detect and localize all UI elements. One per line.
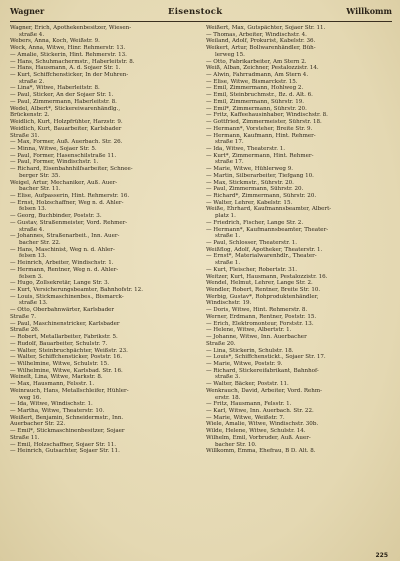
directory-entry: — Doris, Witwe, Hint. Rehmerstr. 8.	[206, 307, 308, 314]
directory-entry: Wedel, Albert*, Stickereiwarenhändlg.,	[10, 105, 121, 112]
right-column	[206, 25, 392, 455]
directory-entry: — Max, Former, Auß. Auerbach. Str. 26.	[10, 139, 123, 146]
directory-entry: — Walter, Schiffchensticker, Poststr. 16.	[10, 354, 122, 361]
directory-entry: Straße 7.	[10, 313, 37, 320]
header-rule	[10, 21, 392, 22]
directory-entry: — Lina, Stickerin, Schulstr. 18.	[206, 347, 294, 354]
directory-entry: Weidlich, Kurt, Bauarbeiter, Karlsbader	[10, 125, 122, 132]
directory-entry: — Johanne, Witwe, Inn. Auerbacher	[206, 334, 307, 341]
entry-continuation: platz 1.	[215, 213, 236, 220]
directory-entry: Windischstr. 19.	[206, 300, 252, 307]
directory-entry: — Lina*, Witwe, Haberleitstr. 8.	[10, 85, 100, 92]
directory-entry: — Walter, Steinbruchpächter, Weißstr. 23.	[10, 347, 128, 354]
directory-entry: — Hermann, Kaufmann, Hint. Rehmer-	[206, 132, 316, 139]
header-right-keyword: Willkomm	[346, 6, 392, 16]
entry-continuation: straße 1.	[215, 233, 241, 240]
directory-entry: — Heinrich, Gutsachter, Sojaer Str. 11.	[10, 448, 120, 455]
directory-entry: Wilde, Helene, Witwe, Schulstr. 14.	[206, 428, 306, 435]
entry-continuation: berger Str. 35.	[19, 172, 61, 179]
directory-entry: — Ernst*, Materialwarenhdlr., Theater-	[206, 253, 317, 260]
directory-entry: — Gottfried, Zimmermeister, Sührstr. 18.	[206, 119, 322, 126]
directory-entry: — Max, Stickmstr., Sührstr. 20.	[206, 179, 294, 186]
entry-continuation: straße 4.	[19, 31, 45, 38]
entry-continuation: bacher Str. 10.	[215, 441, 257, 448]
entry-continuation: felsen 13.	[19, 206, 47, 213]
directory-entry: — Elise, Aufpasserin, Hint. Rehmerstr. 16.	[10, 192, 130, 199]
directory-entry: Brückenstr. 2.	[10, 112, 50, 119]
directory-entry: — Louis*, Schiffchenstickt., Sojaer Str. 17.	[206, 354, 326, 361]
directory-entry: — Hans, Hausmann, A. d. Sojaer Str. 1.	[10, 65, 121, 72]
directory-entry: Wiele, Amalie, Witwe, Windischstr. 30b.	[206, 421, 319, 428]
directory-entry: — Paul, Schlosser, Theaterstr. 1.	[206, 240, 298, 246]
directory-entry: — Marie, Witwe, Poststr. 9.	[206, 360, 283, 367]
entry-continuation: bacher Str. 22.	[19, 240, 61, 246]
directory-entry: — Richard*, Zimmermann, Sührstr. 20.	[206, 192, 317, 199]
entry-continuation: straße 1.	[215, 260, 241, 267]
directory-entry: — Paul, Sticker, An der Sojaer Str. 1.	[10, 92, 114, 99]
directory-entry: Werner, Erdmann, Rentner, Poststr. 15.	[206, 313, 317, 320]
directory-entry: — Amalie, Stickerin, Hint. Rehmerstr. 13.	[10, 51, 127, 58]
directory-entry: Weiland, Adolf, Prokurist, Kabelstr. 36.	[206, 38, 316, 45]
directory-entry: Willkomm, Emma, Ehefrau, B D. Alt. 8.	[206, 448, 316, 455]
page-number: 225	[375, 552, 388, 559]
directory-entry: — Ernst, Holzschaffner, Weg n. d. Ahler-	[10, 199, 124, 206]
directory-entry: Weitzer, Kurt, Hausmann, Pestalozzistr. 16.	[206, 273, 328, 280]
directory-entry: — Louis, Stickmaschinenbes., Bismarck-	[10, 293, 124, 300]
directory-entry: — Georg, Buchbinder, Poststr. 3.	[10, 213, 102, 220]
directory-entry: Weck, Anna, Witwe, Hinr. Rehmerstr. 13.	[10, 45, 126, 52]
directory-entry: Werbig, Gustav*, Rohproduktenhändler,	[206, 293, 319, 300]
directory-entry: Weiße, Ehrhard, Kaufmannsbeamter, Albert-	[206, 206, 332, 213]
directory-entry: Wilhelm, Emil, Vorbruder, Auß. Auer-	[206, 434, 311, 441]
header-left-keyword: Wagner	[10, 6, 45, 16]
directory-entry: Straße 31.	[10, 132, 40, 139]
directory-entry: — Max, Hausmann, Felsstr. 1.	[10, 381, 95, 388]
directory-entry: — Walter, Lehrer, Kabelstr. 15.	[206, 199, 293, 206]
entry-continuation: straße 17.	[215, 139, 244, 146]
directory-entry: — Marie, Witwe, Weißstr. 7.	[206, 414, 285, 421]
directory-entry: — Friedrich, Fischer, Lange Str. 2.	[206, 219, 304, 226]
entry-continuation: felsen 13.	[19, 253, 47, 260]
directory-entry: — Paul, Maschinenstricker, Karlsbader	[10, 320, 120, 327]
directory-entry: Weidlich, Kurt, Holzpfrühter, Harzstr. 9.	[10, 119, 123, 126]
directory-entry: — Kurt*, Zimmermann, Hint. Rehmer-	[206, 152, 314, 159]
directory-entry: Straße 11.	[10, 434, 40, 441]
directory-entry: — Hans, Maschinist, Weg n. d. Ahler-	[10, 246, 115, 253]
directory-entry: — Ida, Witwe, Windischstr. 1.	[10, 401, 93, 408]
directory-entry: — Gustav, Straßenmeister, Vord. Rehmer-	[10, 219, 128, 226]
directory-entry: — Marie, Witwe, Hühlerweg 9.	[206, 166, 294, 173]
columns	[10, 25, 392, 455]
directory-entry: Weißert, Benjamin, Schneidermstr., Inn.	[10, 414, 124, 421]
directory-entry: — Erich, Elektromonteur, Forststr. 13.	[206, 320, 314, 327]
directory-entry: — Helene, Witwe, Albertstr. 1.	[206, 327, 292, 334]
directory-entry: — Wilhelmine, Witwe, Karlsbad. Str. 16.	[10, 367, 123, 374]
directory-entry: Weigel, Artur, Mechaniker, Auß. Auer-	[10, 179, 118, 186]
directory-entry: — Emil, Zimmermann, Sührstr. 19.	[206, 98, 305, 105]
directory-entry: — Otto, Oberbahnwärter, Karlsbader	[10, 307, 115, 314]
directory-entry: — Hugo, Zollsekretär, Lange Str. 3.	[10, 280, 110, 287]
directory-entry: — Paul, Former, Windischstr. 1.	[10, 159, 99, 166]
directory-entry: — Emil, Zimmermann, Hohlweg 2.	[206, 85, 304, 92]
directory-entry: — Minna, Witwe, Sojaer Str. 5.	[10, 145, 97, 152]
directory-entry: Webers, Anna, Koch, Weißstr. 9.	[10, 38, 100, 45]
directory-entry: — Otto, Fabrikarbeiter, Am Stern 2.	[206, 58, 307, 65]
directory-entry: — Thomas, Arbeiter, Windischstr. 4.	[206, 31, 307, 38]
entry-continuation: bacher Str. 11.	[19, 186, 61, 193]
directory-entry: — Ida, Witwe, Theaterstr. 1.	[206, 145, 286, 152]
directory-entry: Weißert, Max, Gutspächter, Sojaer Str. 11.	[206, 25, 326, 31]
header-town-title: Eisenstock	[167, 7, 223, 17]
directory-entry: Wendler, Robert, Rentner, Breite Str. 10.	[206, 287, 321, 294]
entry-continuation: straße 4.	[19, 226, 45, 233]
directory-entry: Wenkrauch, David, Arbeiter, Vord. Rehm-	[206, 387, 323, 394]
directory-entry: — Alwin, Fahrradmann, Am Stern 4.	[206, 72, 309, 79]
directory-entry: — Emil, Steinbruchmstr., Bz. d. Alt. 6.	[206, 92, 313, 99]
directory-entry: Weinrauch, Hans, Metallschleifer, Hühler-	[10, 387, 129, 394]
entry-continuation: straße 3.	[215, 374, 241, 381]
directory-entry: — Walter, Bäcker, Poststr. 11.	[206, 381, 289, 388]
directory-entry: — Hermann, Rentner, Weg n. d. Ahler-	[10, 266, 119, 273]
directory-entry: Straße 26.	[10, 327, 40, 334]
directory-entry: — Emil, Holzschaffner, Sojaer Str. 11.	[10, 441, 117, 448]
entry-continuation: lerweg 15.	[215, 51, 245, 58]
directory-entry: — Richard, Eisenbahnhilfsarbeiter, Schnee-	[10, 166, 133, 173]
directory-entry: Auerbacher Str. 22.	[10, 421, 66, 428]
directory-entry: — Emil*, Stickmaschinenbesitzer, Sojaer	[10, 428, 125, 435]
entry-continuation: straße 2.	[19, 78, 45, 85]
directory-entry: — Martha, Witwe, Theaterstr. 10.	[10, 407, 105, 414]
directory-entry: — Kurt, Fleischer, Robertstr. 31.	[206, 266, 298, 273]
directory-entry: — Martin, Silberarbeiter, Tiefgang 10.	[206, 172, 314, 179]
directory-entry: — Fritz, Hausmann, Felsstr. 1.	[206, 401, 292, 408]
directory-entry: Straße 20.	[206, 340, 236, 347]
directory-entry: — Rudolf, Bauarbeiter, Schulstr. 7.	[10, 340, 108, 347]
directory-entry: — Karl, Witwe, Inn. Auerbach. Str. 22.	[206, 407, 314, 414]
entry-continuation: felsen 3.	[19, 273, 43, 280]
directory-entry: Weikert, Artur, Bollwarenhändler, Büh-	[206, 45, 316, 52]
entry-continuation: straße 17.	[215, 159, 244, 166]
directory-entry: — Kurt, Schiffchensticker, In der Muhren-	[10, 72, 129, 79]
entry-continuation: weg 16.	[19, 394, 42, 401]
directory-entry: — Elise, Witwe, Bismarckstr. 15.	[206, 78, 298, 85]
page-header	[10, 6, 392, 20]
directory-entry: — Robert, Metallarbeiter, Fabrikstr. 5.	[10, 334, 118, 341]
directory-entry: — Emil*, Zimmermann, Sührstr. 20.	[206, 105, 307, 112]
directory-entry: — Wilhelmine, Witwe, Schulstr. 15.	[10, 360, 109, 367]
directory-entry: Weißflog, Adolf, Apotheker, Theaterstr. 1.	[206, 246, 323, 253]
directory-entry: — Heinrich, Arbeiter, Windischstr. 1.	[10, 260, 114, 267]
directory-entry: Wendel, Helmut, Lehrer, Lange Str. 2.	[206, 280, 313, 287]
entry-continuation: straße 13.	[19, 300, 48, 307]
directory-entry: — Fritz, Kaffeehausinhaber, Windischstr. 8.	[206, 112, 328, 119]
directory-entry: — Hermann*, Kaufmannsbeamter, Theater-	[206, 226, 329, 233]
directory-entry: Weiß, Alban, Zeichner, Pestalozzistr. 14.	[206, 65, 319, 72]
directory-entry: — Richard, Stickereifabrikant, Bahnhof-	[206, 367, 319, 374]
directory-entry: Wagner, Erich, Apothekenbesitzer, Wiesen-	[10, 25, 132, 31]
directory-entry: — Johannes, Straßenarbeit., Inn. Auer-	[10, 233, 120, 240]
directory-entry: — Kurt, Versicherungsbeamter, Bahnhofstr. 12.	[10, 287, 143, 294]
directory-entry: — Hermann*, Vorsteher, Breite Str. 9.	[206, 125, 313, 132]
directory-entry: — Paul, Former, Hasenschilstraße 11.	[10, 152, 117, 159]
directory-entry: Weinelt, Lina, Witwe, Markstr. 8.	[10, 374, 103, 381]
directory-entry: — Paul, Zimmermann, Sührstr. 20.	[206, 186, 304, 193]
directory-entry: — Paul, Zimmermann, Haberleitstr. 8.	[10, 98, 117, 105]
entry-continuation: erstr. 18.	[215, 394, 241, 401]
left-column	[10, 25, 196, 455]
directory-entry: — Hans, Schuhmachermstr., Haberleitstr. 8.	[10, 58, 135, 65]
